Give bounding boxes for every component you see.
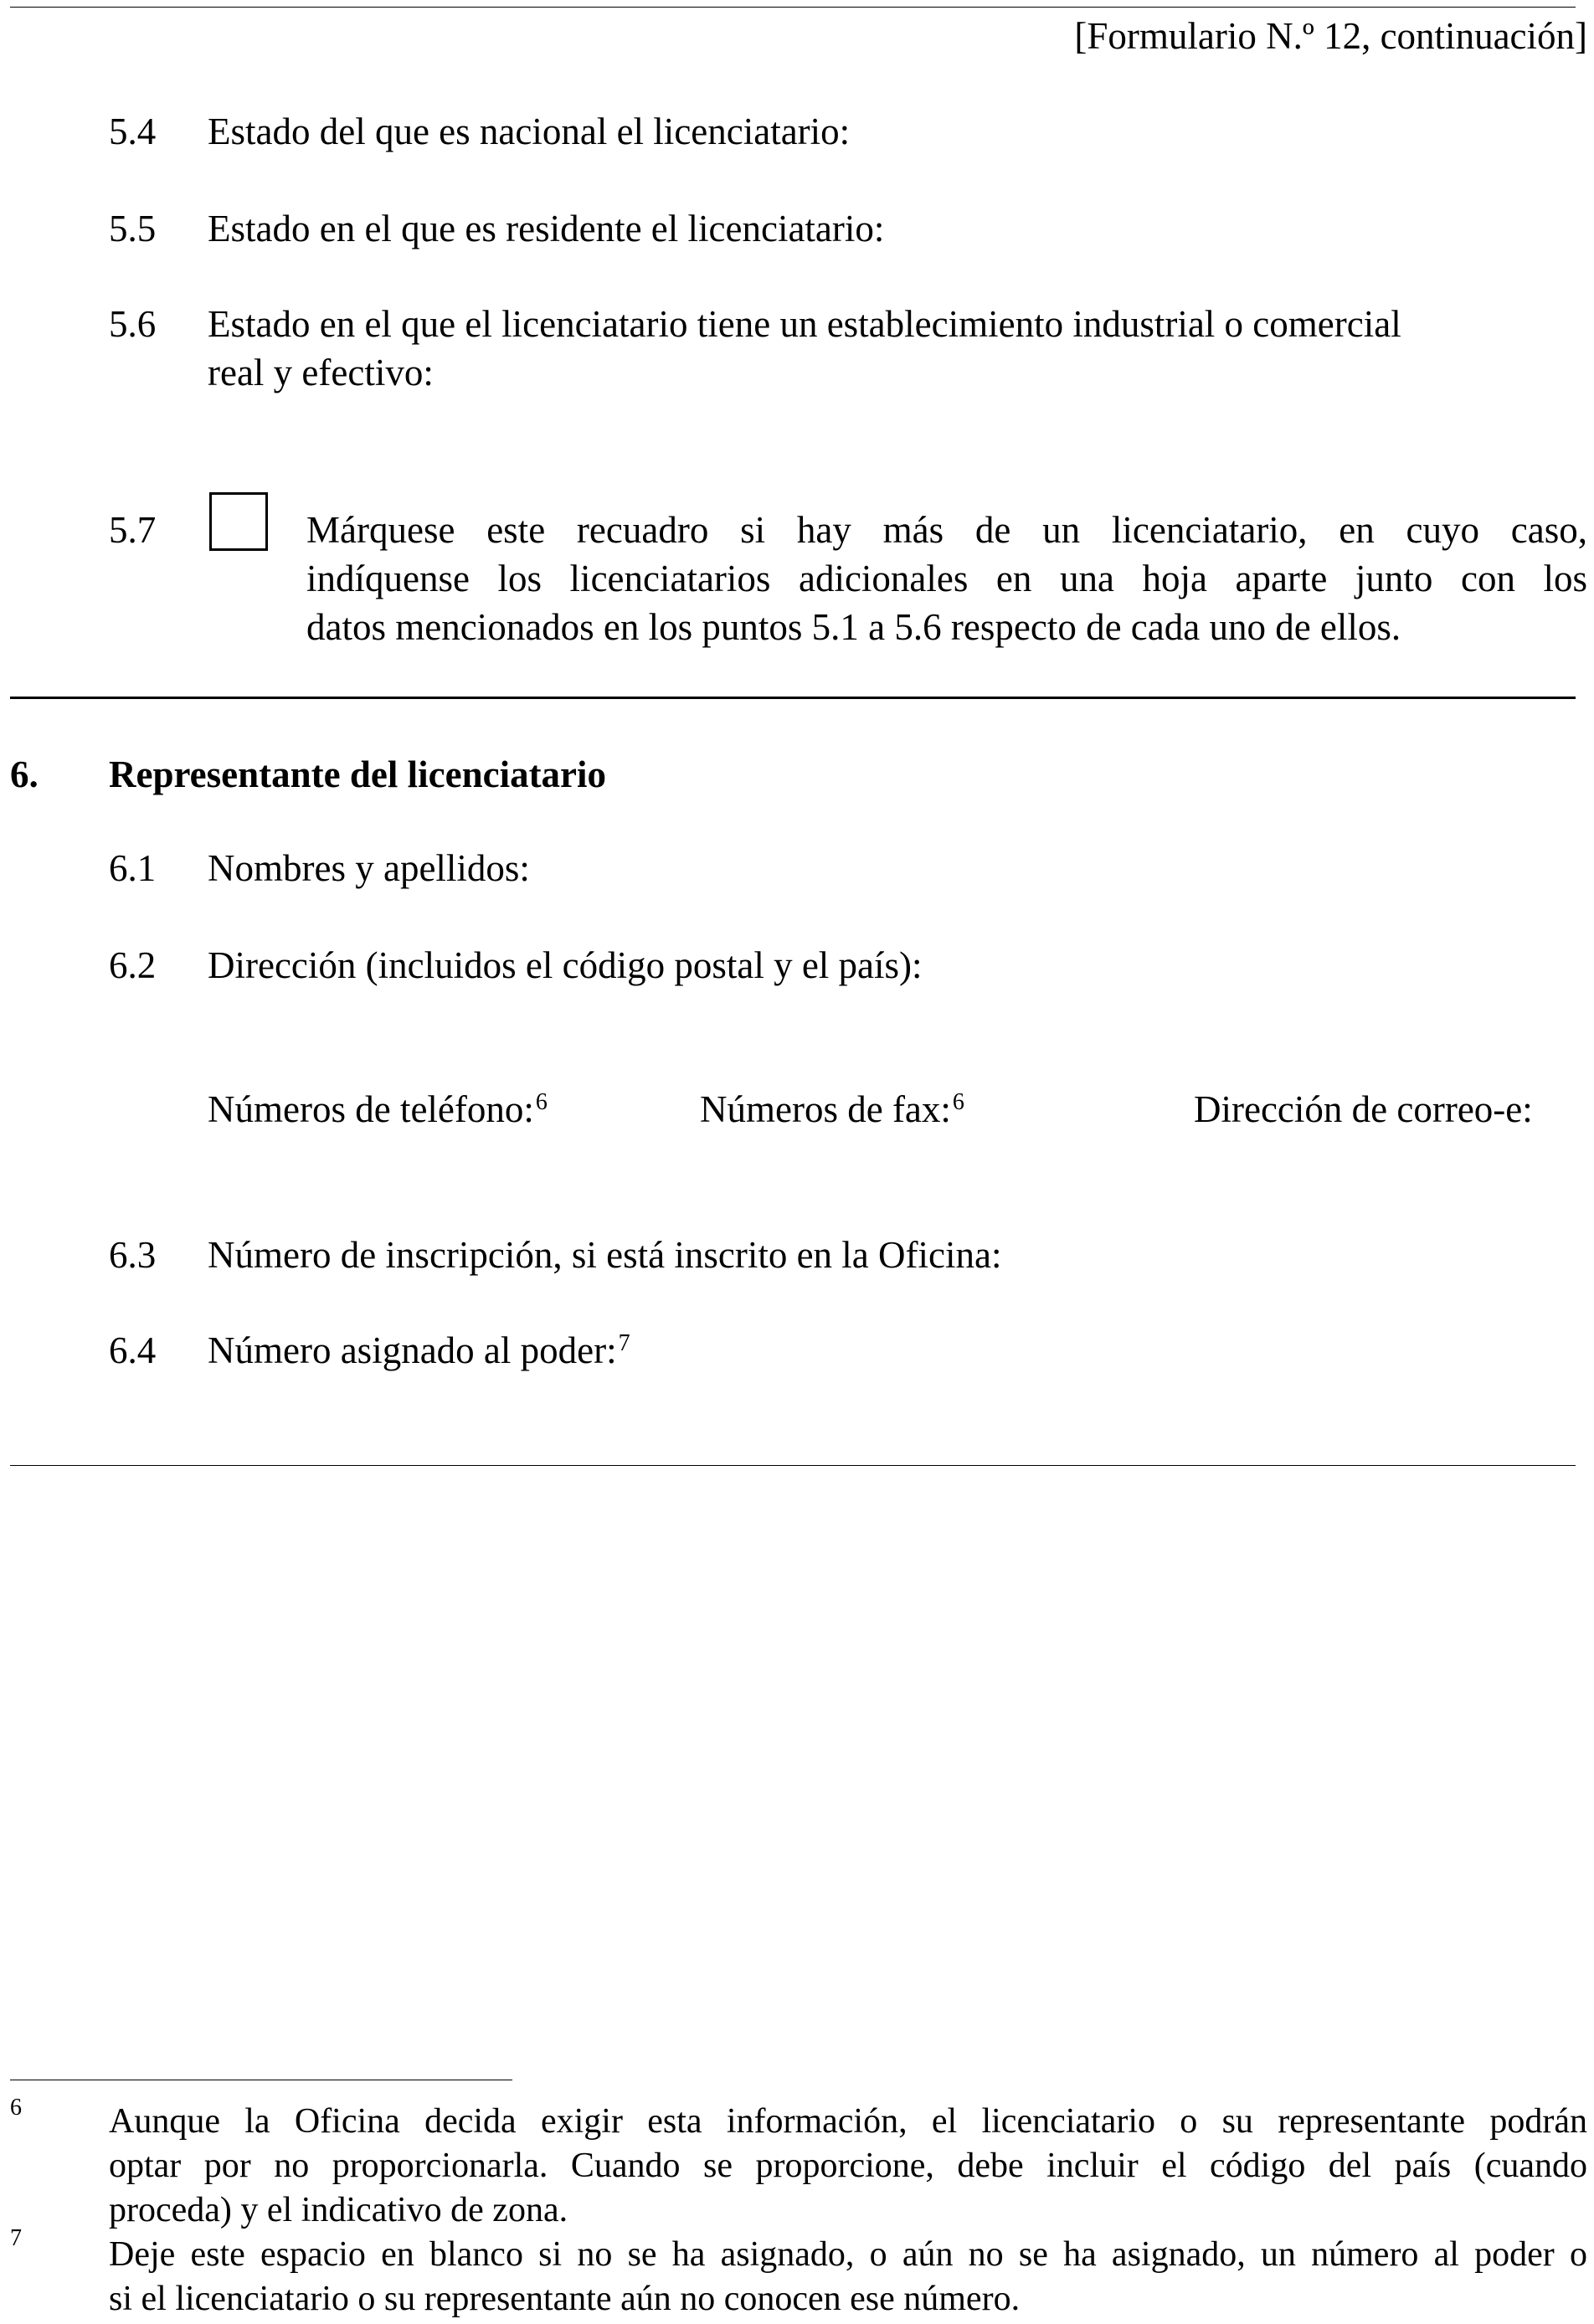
phone-numbers-label	[208, 1085, 548, 1134]
item-5-7-text	[306, 506, 1587, 651]
footnote-7-text	[109, 2233, 1587, 2321]
footnote-7-number: 7	[10, 2225, 22, 2251]
bottom-rule	[10, 1465, 1576, 1466]
section-6-title: Representante del licenciatario	[109, 753, 607, 795]
section-divider	[10, 697, 1576, 699]
item-5-5-label: Estado en el que es residente el licenciatario:	[208, 208, 885, 249]
multiple-licensees-checkbox[interactable]	[209, 492, 268, 551]
footnote-7-line2: si el licenciatario o su representante aún no conocen ese número.	[109, 2280, 1021, 2318]
item-5-6-label-line2: real y efectivo:	[208, 352, 434, 393]
item-6-1-number: 6.1	[109, 847, 157, 889]
item-6-3-label: Número de inscripción, si está inscrito en la Oficina:	[208, 1234, 1002, 1276]
footnote-6-text	[109, 2100, 1587, 2233]
footnote-6-number: 6	[10, 2095, 22, 2121]
top-rule	[10, 7, 1576, 8]
form-continuation-header: [Formulario N.º 12, continuación]	[1074, 15, 1587, 57]
item-5-4-label: Estado del que es nacional el licenciatario:	[208, 111, 851, 152]
footnote-ref-6-phone: 6	[535, 1089, 548, 1115]
footnote-6-line1: Aunque la Oficina decida exigir esta información, el licenciatario o su representante podrán	[109, 2102, 1587, 2141]
email-address-label: Dirección de correo-e:	[1194, 1088, 1533, 1130]
item-6-4-label	[208, 1326, 630, 1375]
item-5-6-label-line1: Estado en el que el licenciatario tiene un establecimiento industrial o comercial	[208, 303, 1401, 345]
footnote-6-line2: optar por no proporcionarla. Cuando se proporcione, debe incluir el código del país (cuando	[109, 2147, 1587, 2185]
item-5-4-number: 5.4	[109, 111, 157, 152]
item-6-4-number: 6.4	[109, 1329, 157, 1371]
item-5-6-number: 5.6	[109, 303, 157, 345]
fax-numbers-label	[700, 1085, 964, 1134]
item-6-2-number: 6.2	[109, 944, 157, 986]
footnote-ref-6-fax: 6	[952, 1089, 964, 1115]
item-5-7-number-text: 5.7	[109, 509, 157, 551]
item-5-7-line3: datos mencionados en los puntos 5.1 a 5.6 respecto de cada uno de ellos.	[306, 606, 1401, 648]
footnote-7-line1: Deje este espacio en blanco si no se ha asignado, o aún no se ha asignado, un número al poder o	[109, 2235, 1587, 2274]
footnote-6-line3: proceda) y el indicativo de zona.	[109, 2191, 568, 2229]
item-6-4-text: Número asignado al poder:	[208, 1329, 617, 1371]
section-6-number: 6.	[10, 753, 39, 795]
fax-numbers-text: Números de fax:	[700, 1088, 951, 1130]
footnote-ref-7: 7	[618, 1330, 630, 1356]
item-5-5-number: 5.5	[109, 208, 157, 249]
item-6-1-label: Nombres y apellidos:	[208, 847, 530, 889]
phone-numbers-text: Números de teléfono:	[208, 1088, 534, 1130]
item-5-7-line2: indíquense los licenciatarios adicionales en una hoja aparte junto con los	[306, 558, 1587, 599]
item-5-7-line1: Márquese este recuadro si hay más de un licenciatario, en cuyo caso,	[306, 509, 1587, 551]
item-6-2-label: Dirección (incluidos el código postal y el país):	[208, 944, 923, 986]
item-6-3-number: 6.3	[109, 1234, 157, 1276]
